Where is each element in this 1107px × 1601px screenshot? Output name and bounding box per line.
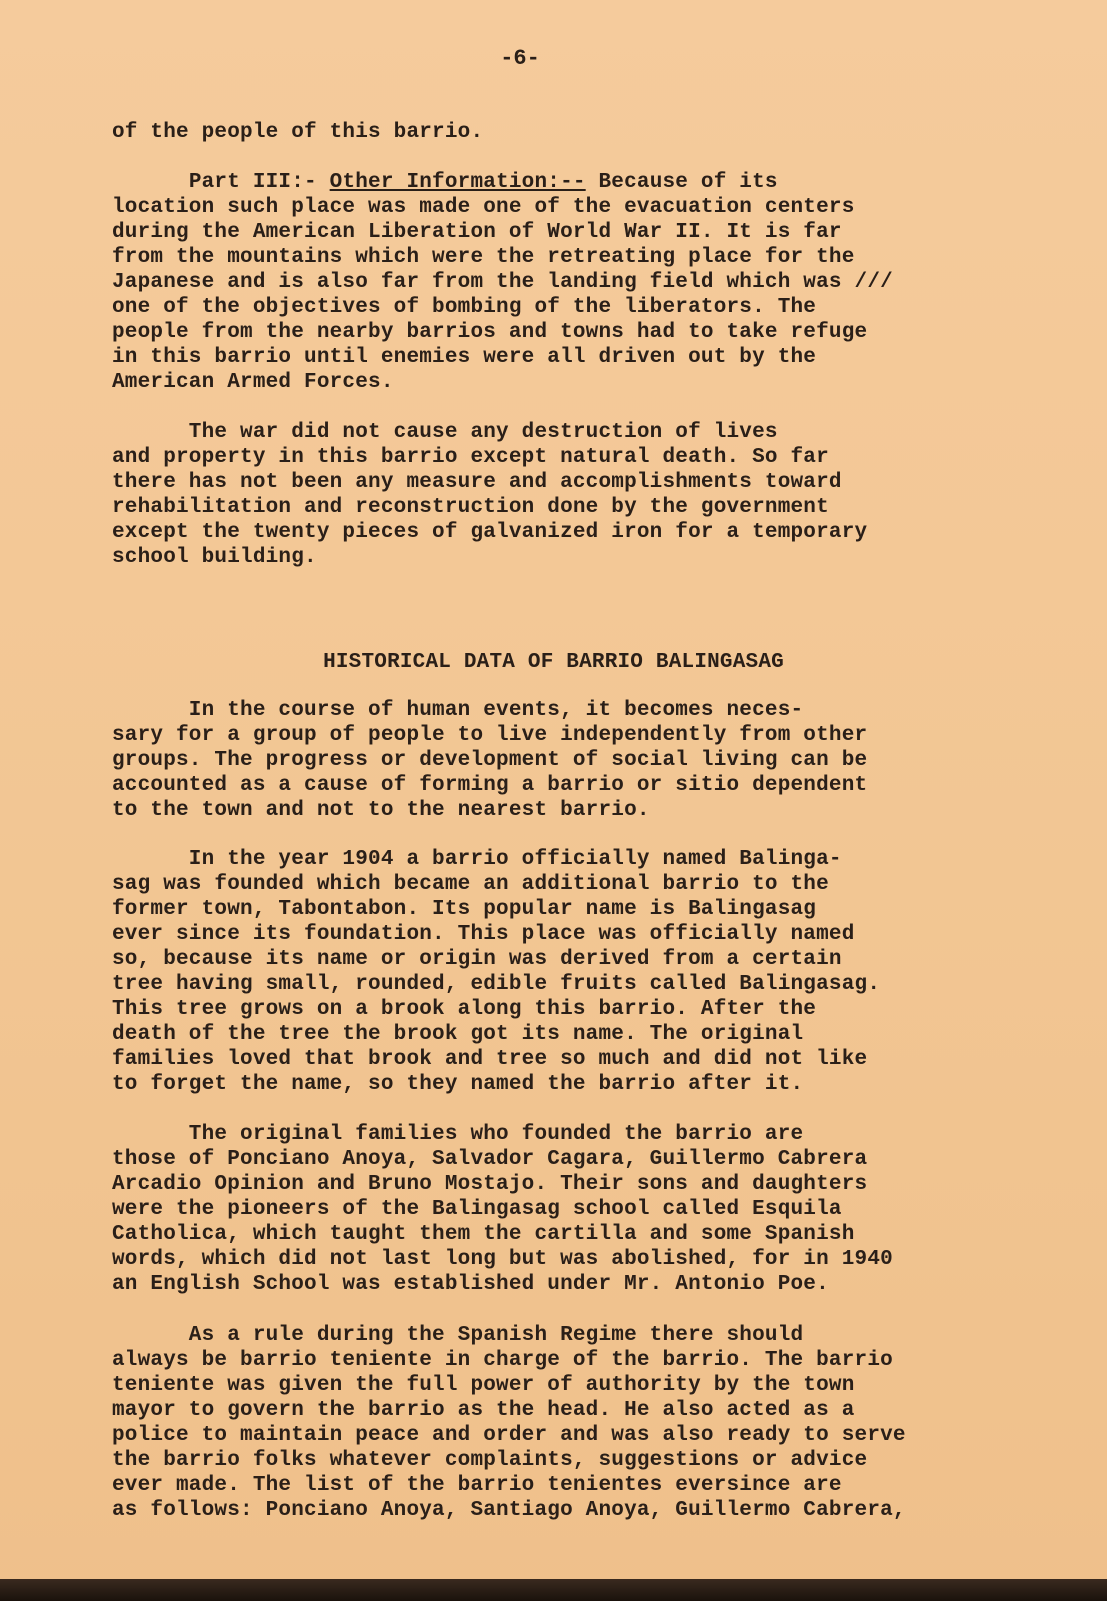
war-paragraph-line: except the twenty pieces of galvanized iron for a temporary: [112, 521, 868, 544]
teniente-paragraph-line: teniente was given the full power of authority by the town: [112, 1374, 855, 1397]
families-paragraph-line: were the pioneers of the Balingasag school called Esquila: [112, 1198, 842, 1221]
teniente-paragraph-line: the barrio folks whatever complaints, suggestions or advice: [112, 1449, 868, 1472]
founding-paragraph-line: ever since its foundation. This place was officially named: [112, 923, 855, 946]
families-paragraph-line: The original families who founded the barrio are: [112, 1123, 804, 1146]
course-paragraph-line: to the town and not to the nearest barrio.: [112, 799, 650, 822]
part3-line: people from the nearby barrios and towns had to take refuge: [112, 321, 868, 344]
teniente-paragraph-line: as follows: Ponciano Anoya, Santiago Anoya, Guillermo Cabrera,: [112, 1499, 906, 1522]
part3-first-line: [112, 170, 1012, 195]
war-paragraph-line: school building.: [112, 546, 317, 569]
part3-line1-rest: Because of its: [585, 171, 778, 194]
course-paragraph-line: accounted as a cause of forming a barrio or sitio dependent: [112, 774, 868, 797]
war-paragraph-line: rehabilitation and reconstruction done by the government: [112, 496, 829, 519]
section-title: HISTORICAL DATA OF BARRIO BALINGASAG: [323, 651, 784, 674]
course-paragraph-line: In the course of human events, it becomes neces-: [112, 699, 804, 722]
part3-lead: Part III:-: [188, 171, 330, 194]
intro-line: of the people of this barrio.: [112, 121, 484, 144]
founding-paragraph-line: tree having small, rounded, edible fruits called Balingasag.: [112, 973, 881, 996]
founding-paragraph-line: sag was founded which became an additional barrio to the: [112, 873, 829, 896]
families-paragraph-line: Catholica, which taught them the cartilla and some Spanish: [112, 1223, 855, 1246]
scan-bottom-edge: [0, 1579, 1107, 1601]
page-number: -6-: [500, 46, 540, 71]
teniente-paragraph-line: ever made. The list of the barrio tenientes eversince are: [112, 1474, 842, 1497]
founding-paragraph-line: to forget the name, so they named the barrio after it.: [112, 1073, 804, 1096]
part3-line: Japanese and is also far from the landing field which was ///: [112, 271, 893, 294]
founding-paragraph-line: This tree grows on a brook along this barrio. After the: [112, 998, 817, 1021]
part3-indent: [112, 171, 189, 194]
part3-line: from the mountains which were the retreating place for the: [112, 246, 855, 269]
founding-paragraph-line: so, because its name or origin was derived from a certain: [112, 948, 842, 971]
part3-line: American Armed Forces.: [112, 371, 394, 394]
teniente-paragraph-line: mayor to govern the barrio as the head. He also acted as a: [112, 1399, 855, 1422]
part3-line: one of the objectives of bombing of the liberators. The: [112, 296, 817, 319]
families-paragraph-line: Arcadio Opinion and Bruno Mostajo. Their sons and daughters: [112, 1173, 868, 1196]
course-paragraph-line: sary for a group of people to live independently from other: [112, 724, 868, 747]
founding-paragraph-line: death of the tree the brook got its name. The original: [112, 1023, 804, 1046]
teniente-paragraph-line: always be barrio teniente in charge of the barrio. The barrio: [112, 1349, 893, 1372]
founding-paragraph-line: former town, Tabontabon. Its popular name is Balingasag: [112, 898, 817, 921]
part3-line: during the American Liberation of World War II. It is far: [112, 221, 842, 244]
course-paragraph-line: groups. The progress or development of social living can be: [112, 749, 868, 772]
part3-line: location such place was made one of the evacuation centers: [112, 196, 855, 219]
families-paragraph-line: words, which did not last long but was abolished, for in 1940: [112, 1248, 893, 1271]
founding-paragraph-line: families loved that brook and tree so much and did not like: [112, 1048, 868, 1071]
teniente-paragraph-line: police to maintain peace and order and was also ready to serve: [112, 1424, 906, 1447]
part3-heading: Other Information:--: [329, 171, 586, 194]
families-paragraph-line: those of Ponciano Anoya, Salvador Cagara, Guillermo Cabrera: [112, 1148, 868, 1171]
families-paragraph-line: an English School was established under Mr. Antonio Poe.: [112, 1273, 829, 1296]
part3-line: in this barrio until enemies were all driven out by the: [112, 346, 817, 369]
founding-paragraph-line: In the year 1904 a barrio officially named Balinga-: [112, 848, 842, 871]
war-paragraph-line: The war did not cause any destruction of lives: [112, 421, 778, 444]
war-paragraph-line: there has not been any measure and accomplishments toward: [112, 471, 842, 494]
war-paragraph-line: and property in this barrio except natural death. So far: [112, 446, 829, 469]
teniente-paragraph-line: As a rule during the Spanish Regime there should: [112, 1324, 804, 1347]
